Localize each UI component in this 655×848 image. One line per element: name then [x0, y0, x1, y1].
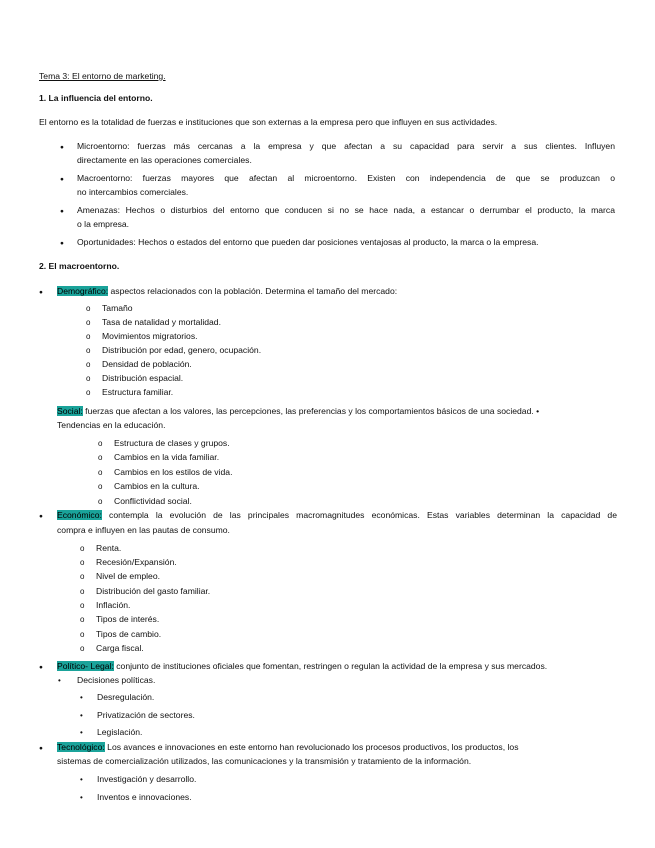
sub-bullet-icon — [58, 675, 61, 686]
sub-bullet-icon — [86, 331, 90, 342]
list-item-microentorno: Microentorno: fuerzas más cercanas a la empresa y que afectan a su capacidad para servir a sus clientes. Influyen — [77, 141, 615, 151]
paragraph-economico-cont: compra e influyen en las pautas de consumo. — [57, 525, 230, 535]
list-item: Estructura familiar. — [102, 387, 174, 397]
list-item: Conflictividad social. — [114, 496, 192, 506]
paragraph-economico: Económico: contempla la evolución de las principales macromagnitudes económicas. Estas variables determinan la capacidad de — [57, 510, 617, 520]
list-item: Recesión/Expansión. — [96, 557, 177, 567]
bullet-icon — [60, 141, 64, 153]
list-item-amenazas: Amenazas: Hechos o disturbios del entorno que conducen si no se hace nada, a estancar o derrumbar el producto, la marca — [77, 205, 615, 215]
paragraph-social-cont: Tendencias en la educación. — [57, 420, 166, 430]
sub-bullet-icon — [80, 586, 84, 597]
list-item-microentorno-cont: directamente en las operaciones comerciales. — [77, 155, 252, 165]
sub-bullet-icon — [98, 496, 102, 507]
sub-bullet-icon — [80, 692, 83, 703]
list-item: Distribución por edad, genero, ocupación. — [102, 345, 262, 355]
list-item: Decisiones políticas. — [77, 675, 156, 685]
sub-bullet-icon — [80, 571, 84, 582]
bullet-icon — [60, 205, 64, 217]
list-item: Cambios en los estilos de vida. — [114, 467, 233, 477]
list-item: Densidad de población. — [102, 359, 192, 369]
highlight-tecnologico: Tecnológico: — [57, 742, 105, 752]
paragraph-politico: Político- Legal: conjunto de instituciones oficiales que fomentan, restringen o regulan la actividad de la empresa y sus mercados. — [57, 661, 548, 671]
sub-bullet-icon — [80, 643, 84, 654]
highlight-demografico: Demográfico: — [57, 286, 109, 296]
sub-bullet-icon — [80, 710, 83, 721]
paragraph-social: Social: fuerzas que afectan a los valores, las percepciones, las preferencias y los comportamientos básicos de una sociedad. • — [57, 406, 540, 416]
highlight-economico: Económico: — [57, 510, 102, 520]
sub-bullet-icon — [86, 387, 90, 398]
list-item: Carga fiscal. — [96, 643, 144, 653]
list-item: Legislación. — [97, 727, 143, 737]
list-item-amenazas-cont: o la empresa. — [77, 219, 130, 229]
list-item: Cambios en la cultura. — [114, 481, 200, 491]
list-item: Distribución del gasto familiar. — [96, 586, 211, 596]
sub-bullet-icon — [86, 359, 90, 370]
sub-bullet-icon — [80, 774, 83, 785]
list-item: Nivel de empleo. — [96, 571, 161, 581]
list-item: Renta. — [96, 543, 122, 553]
bullet-icon — [39, 661, 43, 673]
list-item: Distribución espacial. — [102, 373, 184, 383]
sub-bullet-icon — [86, 317, 90, 328]
section-heading-macroentorno: 2. El macroentorno. — [39, 261, 120, 271]
highlight-social: Social: — [57, 406, 83, 416]
list-item: Cambios en la vida familiar. — [114, 452, 220, 462]
list-item: Inflación. — [96, 600, 131, 610]
list-item: Tamaño — [102, 303, 133, 313]
sub-bullet-icon — [80, 614, 84, 625]
bullet-icon — [39, 510, 43, 522]
sub-bullet-icon — [80, 792, 83, 803]
sub-bullet-icon — [86, 373, 90, 384]
bullet-icon — [39, 286, 43, 298]
sub-bullet-icon — [98, 481, 102, 492]
list-item: Investigación y desarrollo. — [97, 774, 197, 784]
list-item: Estructura de clases y grupos. — [114, 438, 230, 448]
sub-bullet-icon — [80, 543, 84, 554]
list-item: Tipos de cambio. — [96, 629, 162, 639]
list-item: Privatización de sectores. — [97, 710, 195, 720]
sub-bullet-icon — [98, 467, 102, 478]
sub-bullet-icon — [80, 727, 83, 738]
list-item: Desregulación. — [97, 692, 155, 702]
bullet-icon — [39, 742, 43, 754]
section-heading-influencia: 1. La influencia del entorno. — [39, 93, 153, 103]
sub-bullet-icon — [80, 629, 84, 640]
document-title: Tema 3: El entorno de marketing. — [39, 71, 166, 81]
list-item: Inventos e innovaciones. — [97, 792, 192, 802]
list-item-macroentorno: Macroentorno: fuerzas mayores que afectan al microentorno. Existen con independencia de que se produzcan o — [77, 173, 615, 183]
paragraph-demografico: Demográfico: aspectos relacionados con la población. Determina el tamaño del mercado: — [57, 286, 398, 296]
sub-bullet-icon — [80, 557, 84, 568]
bullet-icon — [60, 173, 64, 185]
paragraph-tecnologico: Tecnológico: Los avances e innovaciones en este entorno han revolucionado los procesos productivos, los productos, los — [57, 742, 519, 752]
list-item: Movimientos migratorios. — [102, 331, 198, 341]
list-item: Tipos de interés. — [96, 614, 160, 624]
highlight-politico: Político- Legal: — [57, 661, 114, 671]
sub-bullet-icon — [98, 438, 102, 449]
sub-bullet-icon — [86, 303, 90, 314]
bullet-icon — [60, 237, 64, 249]
paragraph-tecnologico-cont: sistemas de comercialización utilizados, las comunicaciones y la transmisión y tratamiento de la información. — [57, 756, 472, 766]
section-intro: El entorno es la totalidad de fuerzas e instituciones que son externas a la empresa pero que influyen en sus actividades. — [39, 117, 498, 127]
list-item-macroentorno-cont: no intercambios comerciales. — [77, 187, 189, 197]
list-item-oportunidades: Oportunidades: Hechos o estados del entorno que pueden dar posiciones ventajosas al producto, la marca o la empresa. — [77, 237, 539, 247]
sub-bullet-icon — [98, 452, 102, 463]
list-item: Tasa de natalidad y mortalidad. — [102, 317, 221, 327]
sub-bullet-icon — [86, 345, 90, 356]
sub-bullet-icon — [80, 600, 84, 611]
